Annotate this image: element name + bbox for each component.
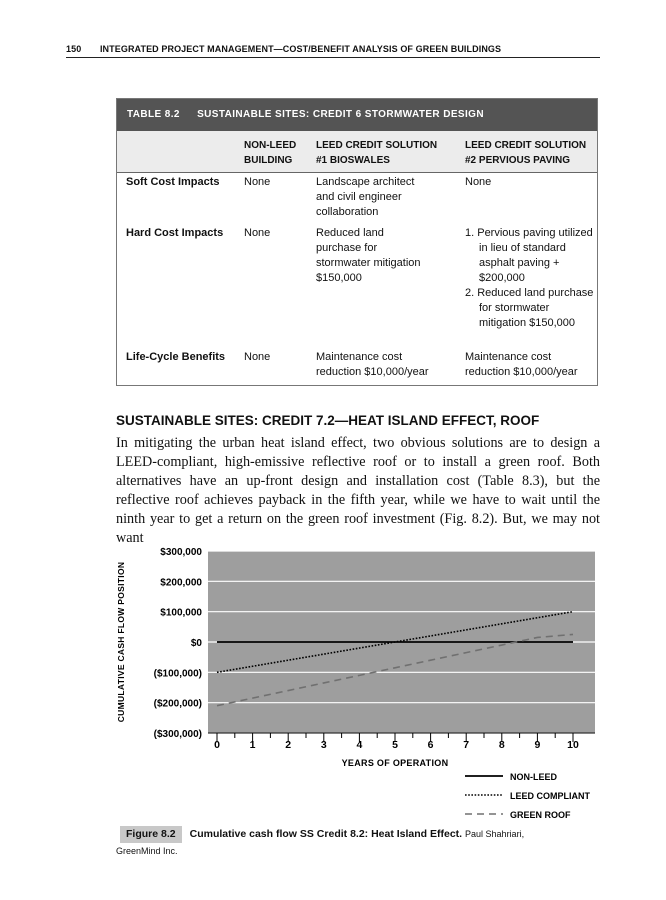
x-tick-label: 4 [356,739,363,751]
x-tick-label: 7 [463,739,470,751]
x-tick-label: 8 [498,739,505,751]
x-tick-label: 2 [285,739,292,751]
y-tick-label: ($200,000) [153,698,202,710]
legend-label: GREEN ROOF [510,810,571,820]
table-label: TABLE 8.2 [127,109,180,120]
cell-bioswales: Reduced land purchase for stormwater mitigation $150,000 [316,227,421,284]
running-header [66,44,600,58]
cash-flow-chart [100,538,610,827]
x-tick-label: 3 [320,739,327,751]
cell-pervious-paving: None [465,176,492,188]
table-header-row [117,131,597,173]
chart-svg [100,538,610,822]
figure-caption [116,826,616,860]
y-tick-label: $200,000 [160,577,202,589]
page-number: 150 [66,44,82,54]
caption-credit: Paul Shahriari, [465,829,525,839]
row-label: Hard Cost Impacts [126,227,224,239]
x-axis-title: YEARS OF OPERATION [341,758,449,768]
column-header-bioswales: LEED CREDIT SOLUTION #1 BIOSWALES [316,140,438,166]
y-tick-label: $0 [190,638,202,649]
cell-pervious-paving: Maintenance cost reduction $10,000/year [465,351,578,378]
caption-credit-org: GreenMind Inc. [116,846,178,856]
row-label: Soft Cost Impacts [126,176,220,188]
cell-non-leed: None [244,176,271,188]
legend-label: LEED COMPLIANT [510,791,590,801]
y-tick-label: ($100,000) [153,668,202,680]
cell-bioswales: Maintenance cost reduction $10,000/year [316,351,429,378]
cell-pervious-paving [465,226,597,331]
running-title: INTEGRATED PROJECT MANAGEMENT—COST/BENEFIT ANALYSIS OF GREEN BUILDINGS [99,44,502,54]
table-title-bar [117,99,597,131]
body-paragraph: In mitigating the urban heat island effect, two obvious solutions are to design a LEED-compliant, high-emissive reflective roof or to install a green roof. Both alternatives have an up-front design and installation cost (Table 8.3), but the reflective roof achieves payback in the fifth year, while we have to wait until the ninth year to get a return on the green roof investment (Fig. 8.2). But, we may not want [116,435,600,546]
x-tick-label: 6 [427,739,434,751]
y-tick-label: ($300,000) [153,729,202,740]
cell-non-leed: None [244,227,271,239]
x-tick-label: 5 [392,739,398,751]
y-tick-label: $100,000 [160,607,202,619]
caption-text: Cumulative cash flow SS Credit 8.2: Heat Island Effect. [189,828,463,840]
figure-label: Figure 8.2 [120,826,182,843]
y-axis-title: CUMULATIVE CASH FLOW POSITION [116,561,126,723]
list-item: 2. Reduced land purchase for stormwater mitigation $150,000 [465,287,594,329]
section-heading: SUSTAINABLE SITES: CREDIT 7.2—HEAT ISLAND EFFECT, ROOF [116,413,540,428]
cell-non-leed: None [244,351,271,363]
x-tick-label: 10 [567,739,579,751]
cell-bioswales: Landscape architect and civil engineer collaboration [316,176,415,218]
legend-label: NON-LEED [510,772,557,782]
x-tick-label: 0 [214,739,220,751]
row-label: Life-Cycle Benefits [126,351,226,363]
column-header-non-leed: NON-LEED BUILDING [244,140,297,166]
y-tick-label: $300,000 [160,547,202,558]
table-title: SUSTAINABLE SITES: CREDIT 6 STORMWATER DESIGN [197,109,484,120]
column-header-pervious-paving: LEED CREDIT SOLUTION #2 PERVIOUS PAVING [465,140,587,166]
x-tick-label: 1 [249,739,256,751]
table-8-2 [116,98,598,386]
list-item: 1. Pervious paving utilized in lieu of standard asphalt paving + $200,000 [465,227,593,284]
x-tick-label: 9 [534,739,541,751]
